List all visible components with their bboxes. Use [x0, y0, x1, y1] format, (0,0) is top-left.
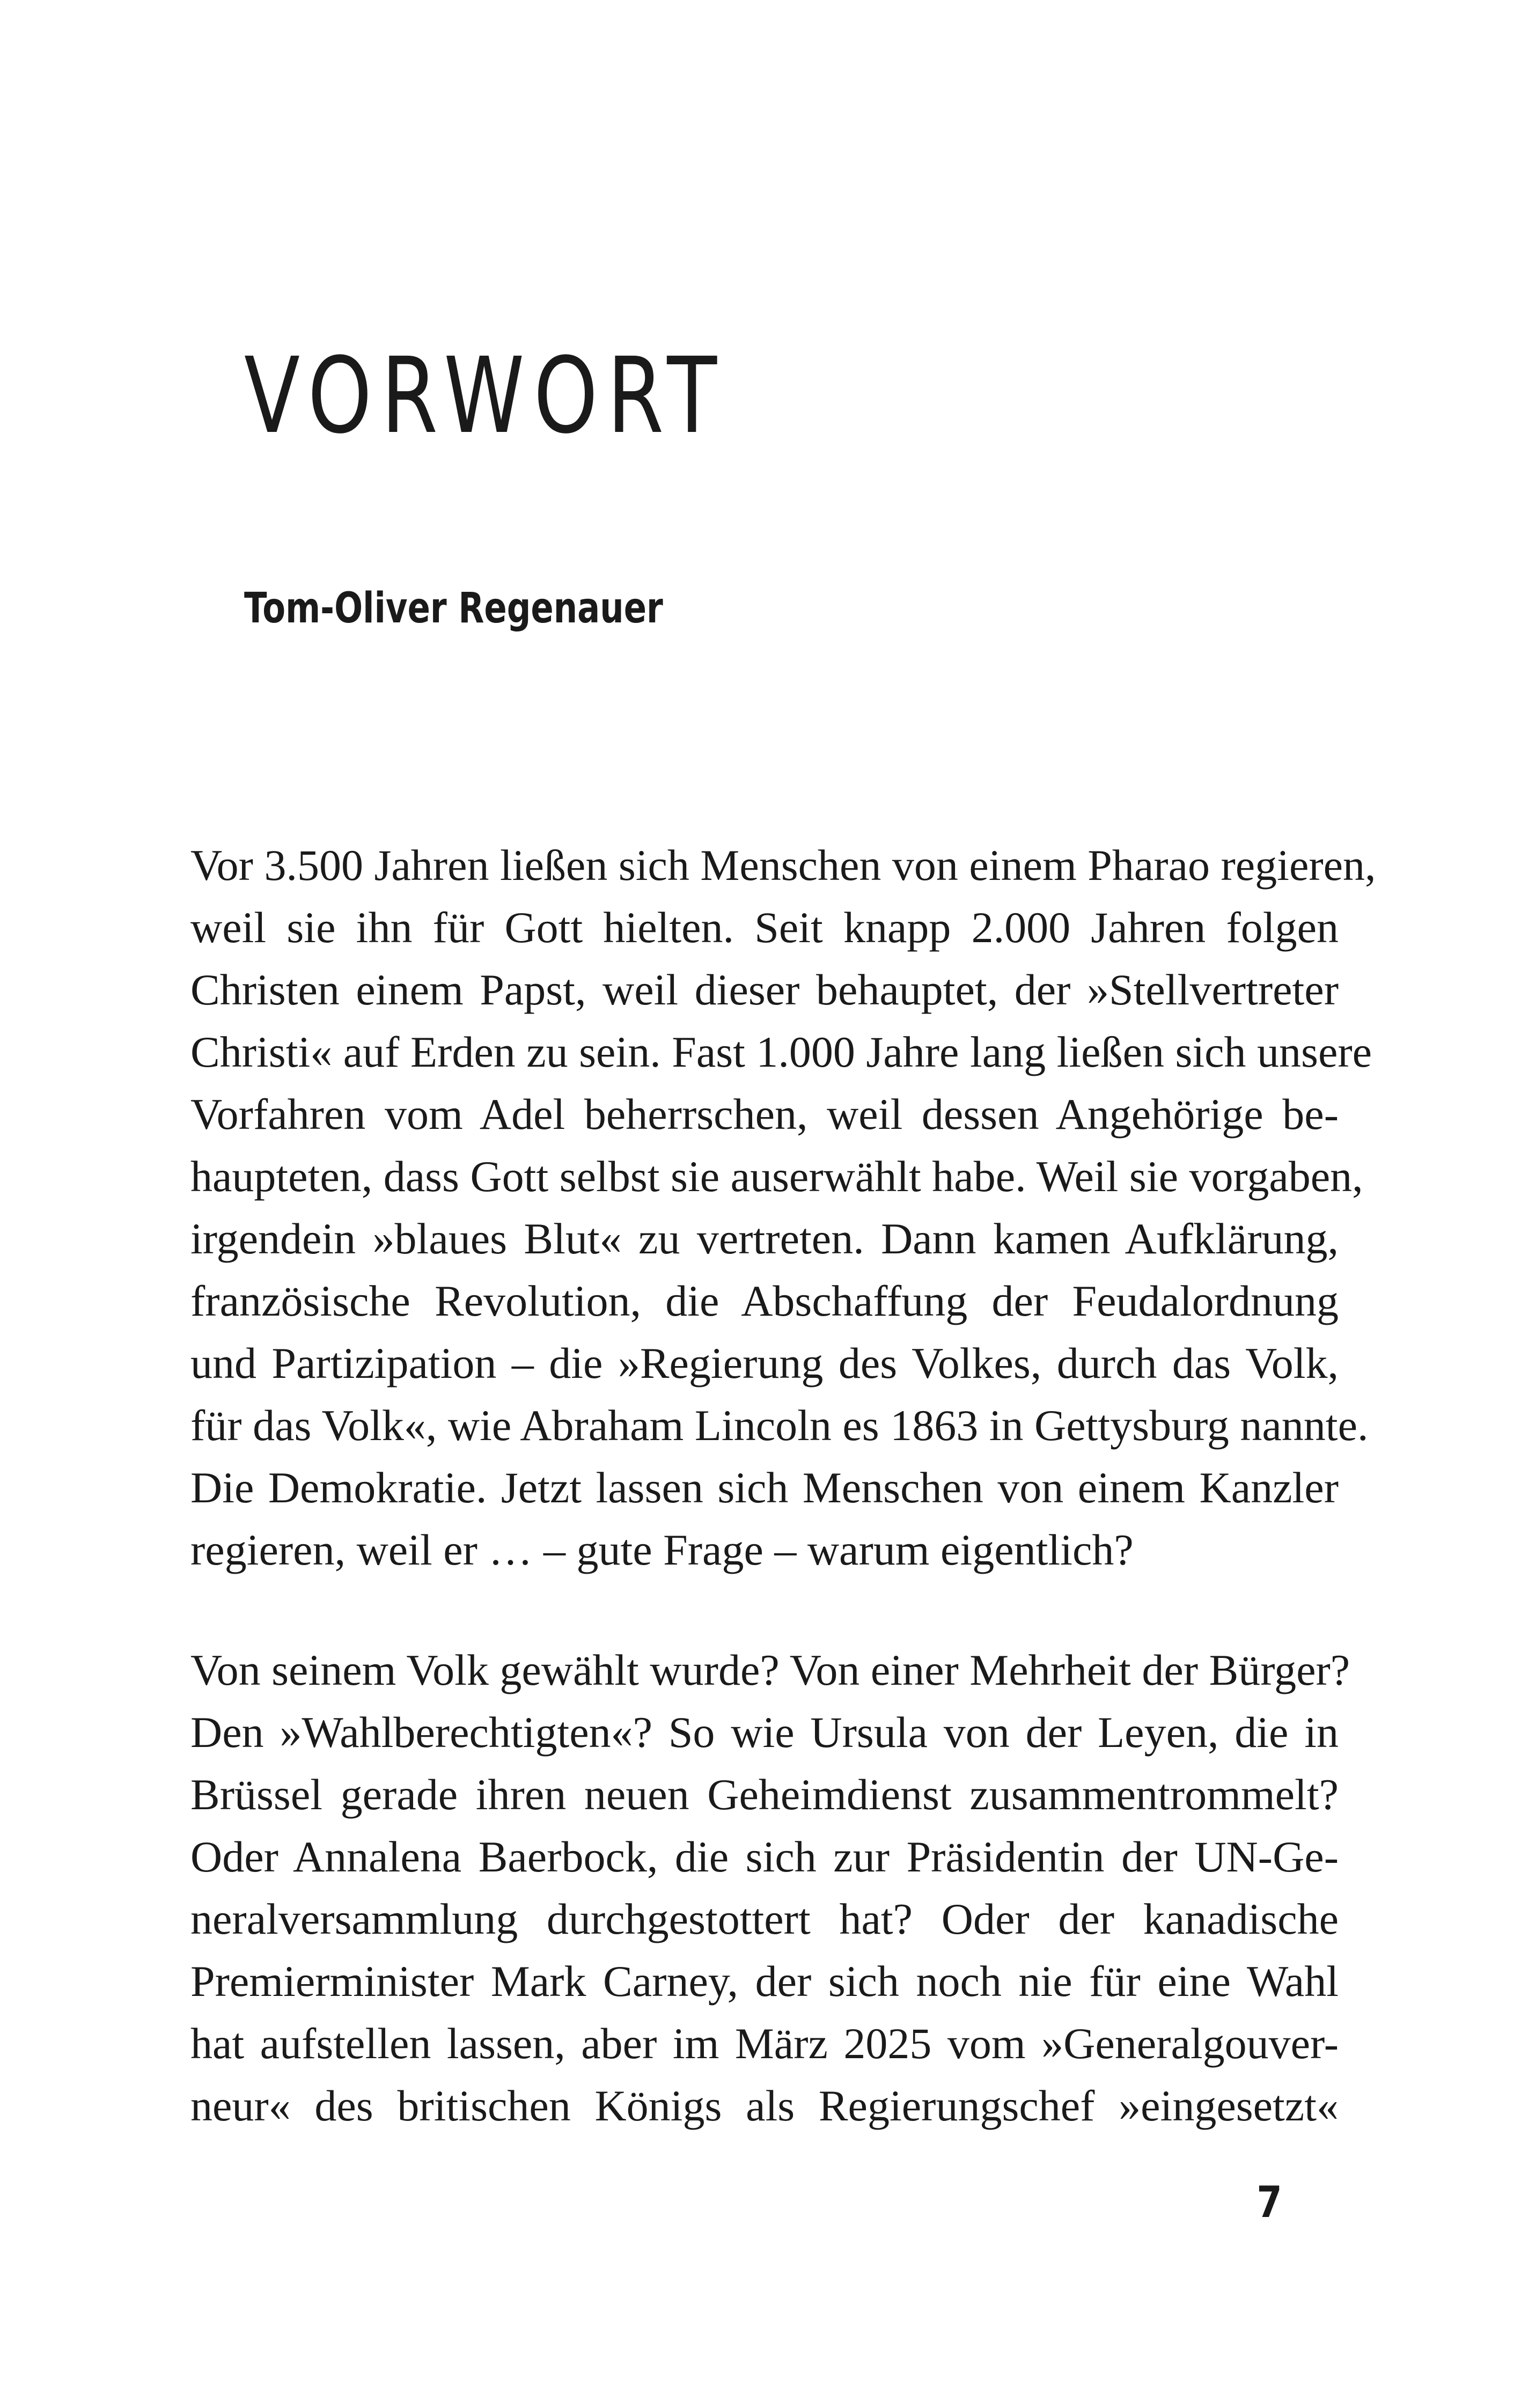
text-line: Vor 3.500 Jahren ließen sich Menschen von einem Pharao regieren,: [190, 841, 1376, 890]
paragraph-1: [190, 834, 1376, 1581]
text-line: Premierminister Mark Carney, der sich noch nie für eine Wahl: [190, 1957, 1339, 2006]
text-line: Christen einem Papst, weil dieser behauptet, der »Stellvertreter: [190, 965, 1339, 1014]
chapter-author: Tom-Oliver Regenauer: [244, 584, 663, 633]
text-line: Von seinem Volk gewählt wurde? Von einer Mehrheit der Bürger?: [190, 1646, 1350, 1694]
text-line: neur« des britischen Königs als Regierungschef »eingesetzt«: [190, 2081, 1339, 2130]
text-line: und Partizipation – die »Regierung des Volkes, durch das Volk,: [190, 1339, 1339, 1387]
text-line: französische Revolution, die Abschaffung der Feudalordnung: [190, 1276, 1339, 1325]
text-line: neralversammlung durchgestottert hat? Oder der kanadische: [190, 1895, 1339, 1943]
text-line: irgendein »blaues Blut« zu vertreten. Dann kamen Aufklärung,: [190, 1214, 1339, 1263]
text-line: Oder Annalena Baerbock, die sich zur Präsidentin der UN-Ge-: [190, 1832, 1339, 1881]
text-line: Christi« auf Erden zu sein. Fast 1.000 Jahre lang ließen sich unsere: [190, 1027, 1372, 1076]
text-line: Vorfahren vom Adel beherrschen, weil dessen Angehörige be-: [190, 1090, 1339, 1139]
text-line: weil sie ihn für Gott hielten. Seit knapp 2.000 Jahren folgen: [190, 903, 1339, 952]
chapter-title: VORWORT: [244, 335, 726, 457]
text-line: für das Volk«, wie Abraham Lincoln es 1863 in Gettysburg nannte.: [190, 1401, 1369, 1450]
text-line: Brüssel gerade ihren neuen Geheimdienst zusammentrommelt?: [190, 1770, 1339, 1819]
text-line: Die Demokratie. Jetzt lassen sich Menschen von einem Kanzler: [190, 1463, 1339, 1512]
paragraph-2: [190, 1639, 1350, 2137]
text-line: regieren, weil er … – gute Frage – warum eigentlich?: [190, 1525, 1134, 1574]
text-line: Den »Wahlberechtigten«? So wie Ursula von der Leyen, die in: [190, 1708, 1339, 1757]
text-line: hat aufstellen lassen, aber im März 2025 vom »Generalgouver-: [190, 2019, 1339, 2068]
text-line: haupteten, dass Gott selbst sie auserwählt habe. Weil sie vorgaben,: [190, 1152, 1363, 1201]
page-number: 7: [1257, 2177, 1282, 2227]
